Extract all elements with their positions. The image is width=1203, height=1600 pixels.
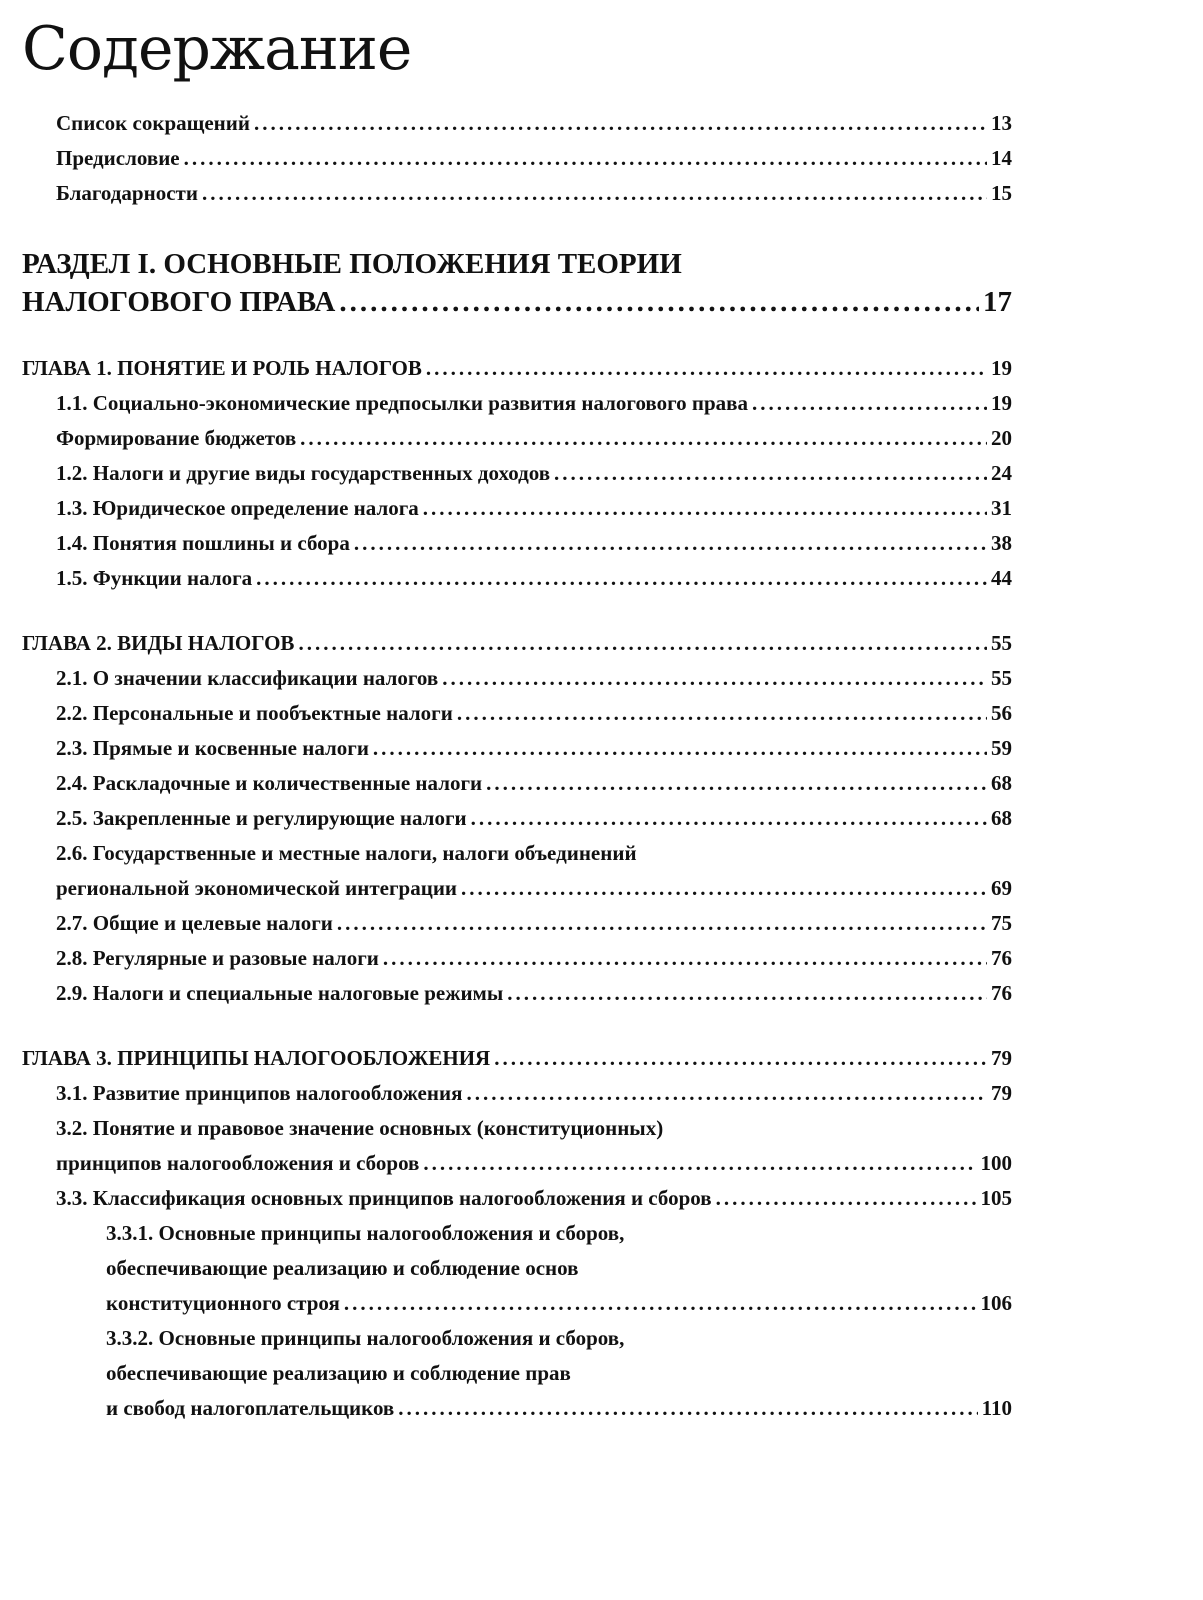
dot-leader	[339, 283, 979, 321]
dot-leader	[752, 386, 987, 421]
toc-page-number: 15	[991, 181, 1012, 205]
toc-page-number: 79	[991, 1081, 1012, 1105]
toc-page-number: 59	[991, 736, 1012, 760]
toc-entry-title: Предисловие	[56, 146, 180, 170]
dot-leader	[344, 1286, 977, 1321]
toc-entry-title: 2.2. Персональные и пообъектные налоги	[56, 701, 453, 725]
toc-page-number: 17	[983, 286, 1012, 318]
toc-entry-title: 2.9. Налоги и специальные налоговые режимы	[56, 981, 504, 1005]
dot-leader	[298, 626, 987, 661]
toc-subentry-title-line2: обеспечивающие реализацию и соблюдение прав	[106, 1361, 571, 1385]
toc-page-number: 106	[980, 1291, 1012, 1315]
toc-page-number: 19	[991, 356, 1012, 380]
dot-leader	[442, 661, 987, 696]
dot-leader	[383, 941, 987, 976]
toc-entry[interactable]	[22, 1181, 1012, 1216]
dot-leader	[256, 561, 987, 596]
toc-entry-title: 1.1. Социально-экономические предпосылки развития налогового права	[56, 391, 749, 415]
toc-entry-abbreviations[interactable]	[22, 106, 1012, 141]
toc-entry-title-line1: 3.2. Понятие и правовое значение основных (конституционных)	[56, 1116, 664, 1140]
toc-page-number: 24	[991, 461, 1012, 485]
toc-page-number: 55	[991, 666, 1012, 690]
toc-entry-title: Формирование бюджетов	[56, 426, 297, 450]
toc-entry-title: 1.2. Налоги и другие виды государственных доходов	[56, 461, 551, 485]
toc-chapter-title: ГЛАВА 3. ПРИНЦИПЫ НАЛОГООБЛОЖЕНИЯ	[22, 1046, 491, 1070]
dot-leader	[494, 1041, 987, 1076]
toc-page-number: 76	[991, 981, 1012, 1005]
dot-leader	[184, 141, 987, 176]
toc-entry-title: 2.5. Закрепленные и регулирующие налоги	[56, 806, 467, 830]
toc-subentry-title-line1: 3.3.1. Основные принципы налогообложения и сборов,	[106, 1221, 625, 1245]
dot-leader	[716, 1181, 977, 1216]
toc-entry[interactable]	[22, 731, 1012, 766]
toc-section-heading-line1: РАЗДЕЛ I. ОСНОВНЫЕ ПОЛОЖЕНИЯ ТЕОРИИ	[22, 248, 682, 280]
toc-entry[interactable]	[22, 906, 1012, 941]
toc-entry[interactable]	[22, 421, 1012, 456]
toc-entry-acknowledgements[interactable]	[22, 176, 1012, 211]
toc-entry-title-line1: 2.6. Государственные и местные налоги, налоги объединений	[56, 841, 637, 865]
toc-entry-title: 1.5. Функции налога	[56, 566, 253, 590]
toc-entry-preface[interactable]	[22, 141, 1012, 176]
toc-chapter-1[interactable]	[22, 351, 1012, 386]
toc-subentry[interactable]	[22, 1286, 1012, 1321]
toc-entry[interactable]	[22, 526, 1012, 561]
toc-page-number: 38	[991, 531, 1012, 555]
dot-leader	[423, 491, 987, 526]
toc-entry-title: 2.4. Раскладочные и количественные налоги	[56, 771, 483, 795]
toc-entry-title: Список сокращений	[56, 111, 250, 135]
toc-entry-title: 3.1. Развитие принципов налогообложения	[56, 1081, 463, 1105]
toc-entry[interactable]	[22, 491, 1012, 526]
toc-entry[interactable]	[22, 1076, 1012, 1111]
dot-leader	[486, 766, 987, 801]
toc-page-number: 31	[991, 496, 1012, 520]
toc-entry-title: 2.8. Регулярные и разовые налоги	[56, 946, 379, 970]
toc-entry-title: 2.3. Прямые и косвенные налоги	[56, 736, 369, 760]
toc-page-number: 20	[991, 426, 1012, 450]
page-title: Содержание	[22, 14, 412, 84]
toc-entry-title-line2: принципов налогообложения и сборов	[56, 1151, 420, 1175]
dot-leader	[202, 176, 987, 211]
toc-section-entry[interactable]	[22, 283, 1012, 321]
toc-page-number: 19	[991, 391, 1012, 415]
dot-leader	[354, 526, 987, 561]
toc-chapter-title: ГЛАВА 1. ПОНЯТИЕ И РОЛЬ НАЛОГОВ	[22, 356, 422, 380]
toc-page-number: 13	[991, 111, 1012, 135]
dot-leader	[554, 456, 987, 491]
toc-entry[interactable]	[22, 1146, 1012, 1181]
toc-page-number: 44	[991, 566, 1012, 590]
dot-leader	[254, 106, 987, 141]
dot-leader	[398, 1391, 977, 1426]
toc-page-number: 69	[991, 876, 1012, 900]
toc-entry[interactable]	[22, 976, 1012, 1011]
table-of-contents	[22, 106, 1012, 1426]
toc-page-number: 56	[991, 701, 1012, 725]
toc-entry[interactable]	[22, 661, 1012, 696]
dot-leader	[426, 351, 987, 386]
dot-leader	[457, 696, 987, 731]
dot-leader	[423, 1146, 976, 1181]
toc-entry-title: 1.3. Юридическое определение налога	[56, 496, 419, 520]
dot-leader	[507, 976, 987, 1011]
toc-page-number: 55	[991, 631, 1012, 655]
dot-leader	[471, 801, 987, 836]
dot-leader	[461, 871, 987, 906]
toc-entry[interactable]	[22, 871, 1012, 906]
toc-entry-title: Благодарности	[56, 181, 198, 205]
toc-chapter-2[interactable]	[22, 626, 1012, 661]
toc-page-number: 100	[980, 1151, 1012, 1175]
toc-subentry-title-line3: конституционного строя	[106, 1291, 340, 1315]
dot-leader	[337, 906, 987, 941]
toc-subentry[interactable]	[22, 1391, 1012, 1426]
toc-entry-title: 3.3. Классификация основных принципов налогообложения и сборов	[56, 1186, 712, 1210]
toc-subentry-title-line2: обеспечивающие реализацию и соблюдение основ	[106, 1256, 579, 1280]
toc-entry[interactable]	[22, 561, 1012, 596]
toc-page-number: 110	[981, 1396, 1012, 1420]
toc-page-number: 68	[991, 771, 1012, 795]
toc-subentry-title-line3: и свобод налогоплательщиков	[106, 1396, 395, 1420]
dot-leader	[300, 421, 987, 456]
dot-leader	[466, 1076, 987, 1111]
toc-page-number: 76	[991, 946, 1012, 970]
toc-entry-title: 2.1. О значении классификации налогов	[56, 666, 439, 690]
toc-page	[22, 14, 1012, 1426]
toc-entry-title: 2.7. Общие и целевые налоги	[56, 911, 333, 935]
toc-page-number: 14	[991, 146, 1012, 170]
toc-entry[interactable]	[22, 801, 1012, 836]
toc-entry-title-line2: региональной экономической интеграции	[56, 876, 458, 900]
toc-entry-title: 1.4. Понятия пошлины и сбора	[56, 531, 350, 555]
toc-page-number: 68	[991, 806, 1012, 830]
toc-page-number: 105	[980, 1186, 1012, 1210]
toc-page-number: 79	[991, 1046, 1012, 1070]
toc-entry[interactable]	[22, 386, 1012, 421]
toc-chapter-title: ГЛАВА 2. ВИДЫ НАЛОГОВ	[22, 631, 295, 655]
toc-entry[interactable]	[22, 696, 1012, 731]
toc-chapter-3[interactable]	[22, 1041, 1012, 1076]
dot-leader	[373, 731, 987, 766]
toc-page-number: 75	[991, 911, 1012, 935]
toc-subentry-title-line1: 3.3.2. Основные принципы налогообложения и сборов,	[106, 1326, 625, 1350]
toc-section-heading-line2: НАЛОГОВОГО ПРАВА	[22, 286, 336, 318]
toc-entry[interactable]	[22, 456, 1012, 491]
toc-entry[interactable]	[22, 941, 1012, 976]
toc-entry[interactable]	[22, 766, 1012, 801]
